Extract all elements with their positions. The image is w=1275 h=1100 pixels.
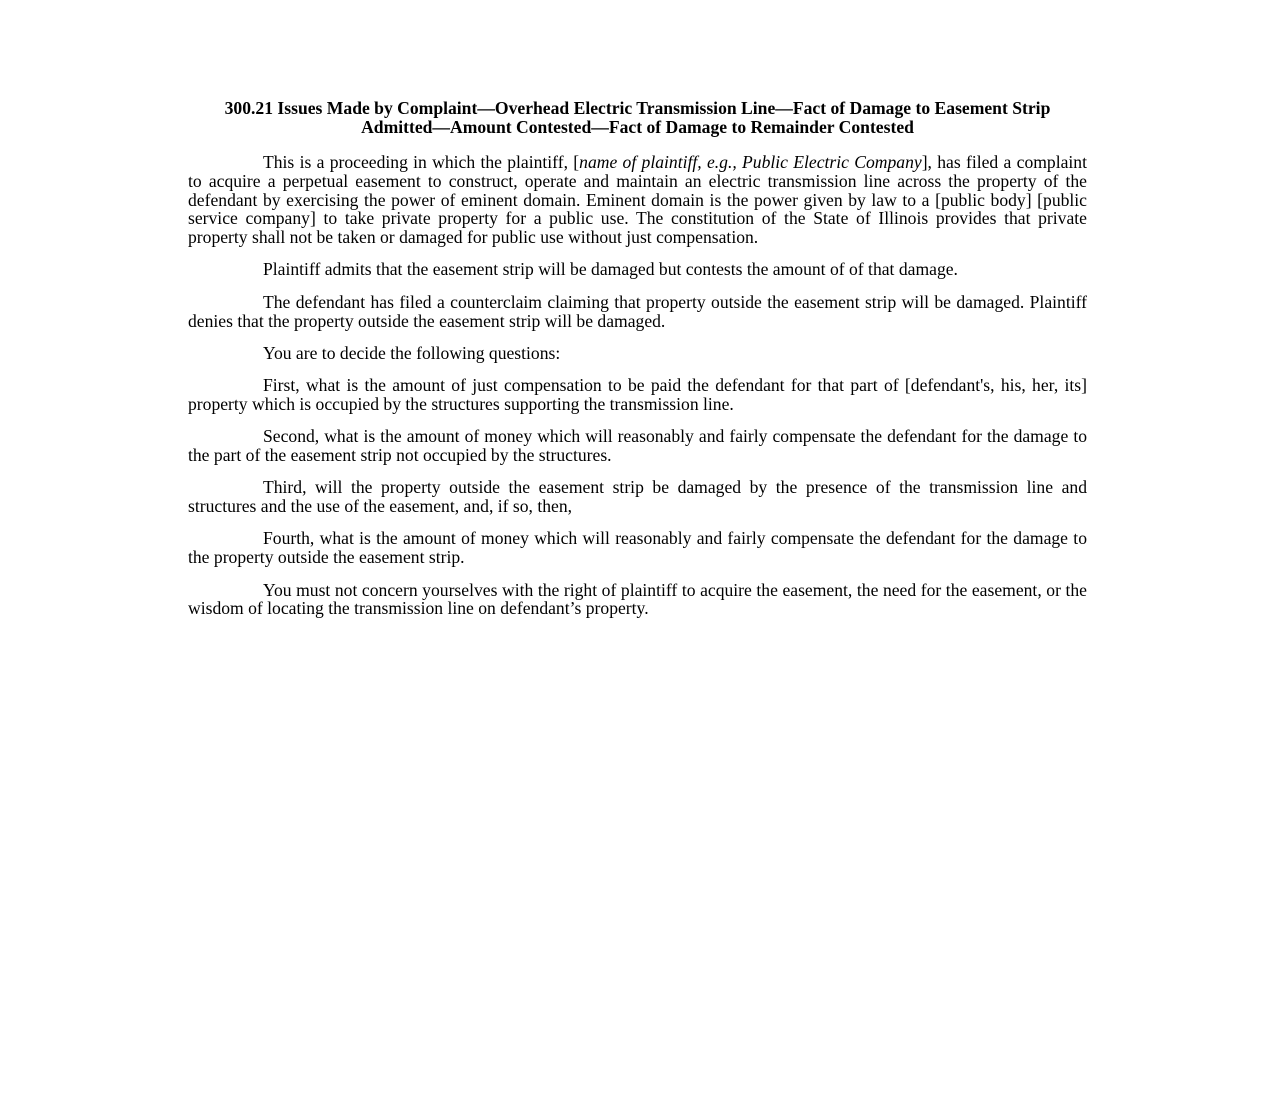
admission-paragraph: Plaintiff admits that the easement strip will be damaged but contests the amount of of that damage.: [263, 259, 958, 280]
intro-text-start: This is a proceeding in which the plaintiff, [: [263, 152, 580, 172]
closing-paragraph: You must not concern yourselves with the right of plaintiff to acquire the easement, the need for the easement, or the wisdom of locating the transmission line on defendant’s property.: [188, 579, 1087, 619]
intro-paragraph: [188, 153, 1087, 247]
questions-intro-paragraph: You are to decide the following questions:: [263, 342, 561, 363]
document-body: [188, 99, 1087, 632]
question-third-paragraph: Third, will the property outside the easement strip be damaged by the presence of the transmission line and structures and the use of the easement, and, if so, then,: [188, 477, 1087, 517]
question-second-paragraph: Second, what is the amount of money which will reasonably and fairly compensate the defendant for the damage to the part of the easement strip not occupied by the structures.: [188, 426, 1087, 466]
question-fourth-paragraph: Fourth, what is the amount of money which will reasonably and fairly compensate the defendant for the damage to the property outside the easement strip.: [188, 528, 1087, 568]
intro-text-rest: ], has filed a complaint to acquire a perpetual easement to construct, operate and maintain an electric transmission line across the property of the defendant by exercising the power of eminent domain. Eminent domain is the power given by law to a [public body] [public service company] to take private property for a public use. The constitution of the State of Illinois provides that private property shall not be taken or damaged for public use without just compensation.: [188, 152, 1087, 248]
document-title: 300.21 Issues Made by Complaint—Overhead Electric Transmission Line—Fact of Damage to Easement Strip Admitted—Amount Contested—Fact of Damage to Remainder Contested: [224, 98, 1051, 137]
question-first-paragraph: First, what is the amount of just compensation to be paid the defendant for that part of [defendant's, his, her, its] property which is occupied by the structures supporting the transmission line.: [188, 375, 1087, 414]
plaintiff-name-placeholder: name of plaintiff, e.g., Public Electric Company: [579, 152, 922, 172]
counterclaim-paragraph: The defendant has filed a counterclaim claiming that property outside the easement strip will be damaged. Plaintiff denies that the property outside the easement strip will be damaged.: [188, 291, 1087, 331]
